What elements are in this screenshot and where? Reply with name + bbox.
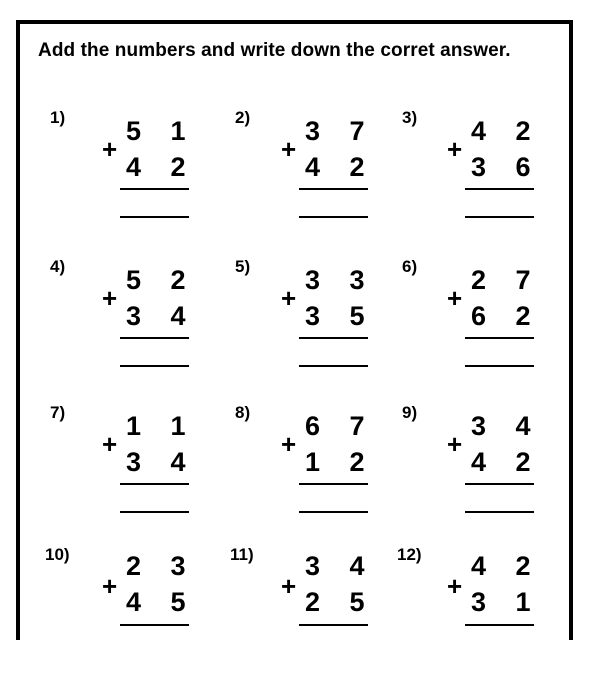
sum-rule <box>120 483 189 485</box>
answer-line[interactable] <box>465 365 534 367</box>
plus-sign: + <box>447 283 463 313</box>
bottom-addend: 1 2 <box>305 447 376 477</box>
sum-rule <box>299 337 368 339</box>
top-addend: 2 7 <box>471 265 542 295</box>
problem-number: 12) <box>397 545 422 564</box>
worksheet-instruction: Add the numbers and write down the corret answer. <box>38 40 511 61</box>
plus-sign: + <box>102 429 118 459</box>
sum-rule <box>120 337 189 339</box>
bottom-addend: 4 2 <box>471 447 542 477</box>
problem-number: 1) <box>50 108 66 127</box>
problem-number: 8) <box>235 403 251 422</box>
top-addend: 5 1 <box>126 116 197 146</box>
problem-number: 6) <box>402 257 418 276</box>
problem-number: 10) <box>45 545 70 564</box>
problem-8 <box>235 403 405 533</box>
answer-line[interactable] <box>299 365 368 367</box>
problem-1 <box>50 108 220 238</box>
answer-line[interactable] <box>120 365 189 367</box>
bottom-addend: 4 5 <box>126 587 197 617</box>
bottom-addend: 4 2 <box>126 152 197 182</box>
plus-sign: + <box>281 429 297 459</box>
problem-9 <box>402 403 572 533</box>
top-addend: 4 2 <box>471 551 542 581</box>
sum-rule <box>299 188 368 190</box>
sum-rule <box>299 483 368 485</box>
top-addend: 5 2 <box>126 265 197 295</box>
plus-sign: + <box>281 283 297 313</box>
bottom-addend: 2 5 <box>305 587 376 617</box>
top-addend: 3 4 <box>305 551 376 581</box>
plus-sign: + <box>102 571 118 601</box>
problem-12 <box>397 545 567 675</box>
problem-number: 11) <box>230 545 254 564</box>
bottom-addend: 3 4 <box>126 301 197 331</box>
top-addend: 4 2 <box>471 116 542 146</box>
plus-sign: + <box>447 134 463 164</box>
bottom-addend: 3 4 <box>126 447 197 477</box>
problem-6 <box>402 257 572 387</box>
problem-5 <box>235 257 405 387</box>
problem-4 <box>50 257 220 387</box>
problem-7 <box>50 403 220 533</box>
top-addend: 3 4 <box>471 411 542 441</box>
problem-number: 3) <box>402 108 418 127</box>
problem-number: 4) <box>50 257 66 276</box>
problem-number: 9) <box>402 403 418 422</box>
plus-sign: + <box>102 134 118 164</box>
top-addend: 3 7 <box>305 116 376 146</box>
plus-sign: + <box>281 134 297 164</box>
answer-line[interactable] <box>299 511 368 513</box>
answer-line[interactable] <box>465 216 534 218</box>
problem-11 <box>230 545 400 675</box>
top-addend: 3 3 <box>305 265 376 295</box>
top-addend: 2 3 <box>126 551 197 581</box>
answer-line[interactable] <box>299 216 368 218</box>
bottom-addend: 3 1 <box>471 587 542 617</box>
sum-rule <box>465 624 534 626</box>
sum-rule <box>120 624 189 626</box>
plus-sign: + <box>447 571 463 601</box>
sum-rule <box>120 188 189 190</box>
sum-rule <box>465 483 534 485</box>
problem-10 <box>45 545 215 675</box>
sum-rule <box>465 337 534 339</box>
bottom-addend: 6 2 <box>471 301 542 331</box>
bottom-addend: 3 6 <box>471 152 542 182</box>
sum-rule <box>299 624 368 626</box>
plus-sign: + <box>447 429 463 459</box>
problem-3 <box>402 108 572 238</box>
top-addend: 6 7 <box>305 411 376 441</box>
problem-number: 7) <box>50 403 66 422</box>
answer-line[interactable] <box>120 511 189 513</box>
bottom-addend: 4 2 <box>305 152 376 182</box>
sum-rule <box>465 188 534 190</box>
top-addend: 1 1 <box>126 411 197 441</box>
plus-sign: + <box>102 283 118 313</box>
answer-line[interactable] <box>120 216 189 218</box>
problem-number: 2) <box>235 108 251 127</box>
answer-line[interactable] <box>465 511 534 513</box>
bottom-addend: 3 5 <box>305 301 376 331</box>
plus-sign: + <box>281 571 297 601</box>
problem-2 <box>235 108 405 238</box>
problem-number: 5) <box>235 257 251 276</box>
